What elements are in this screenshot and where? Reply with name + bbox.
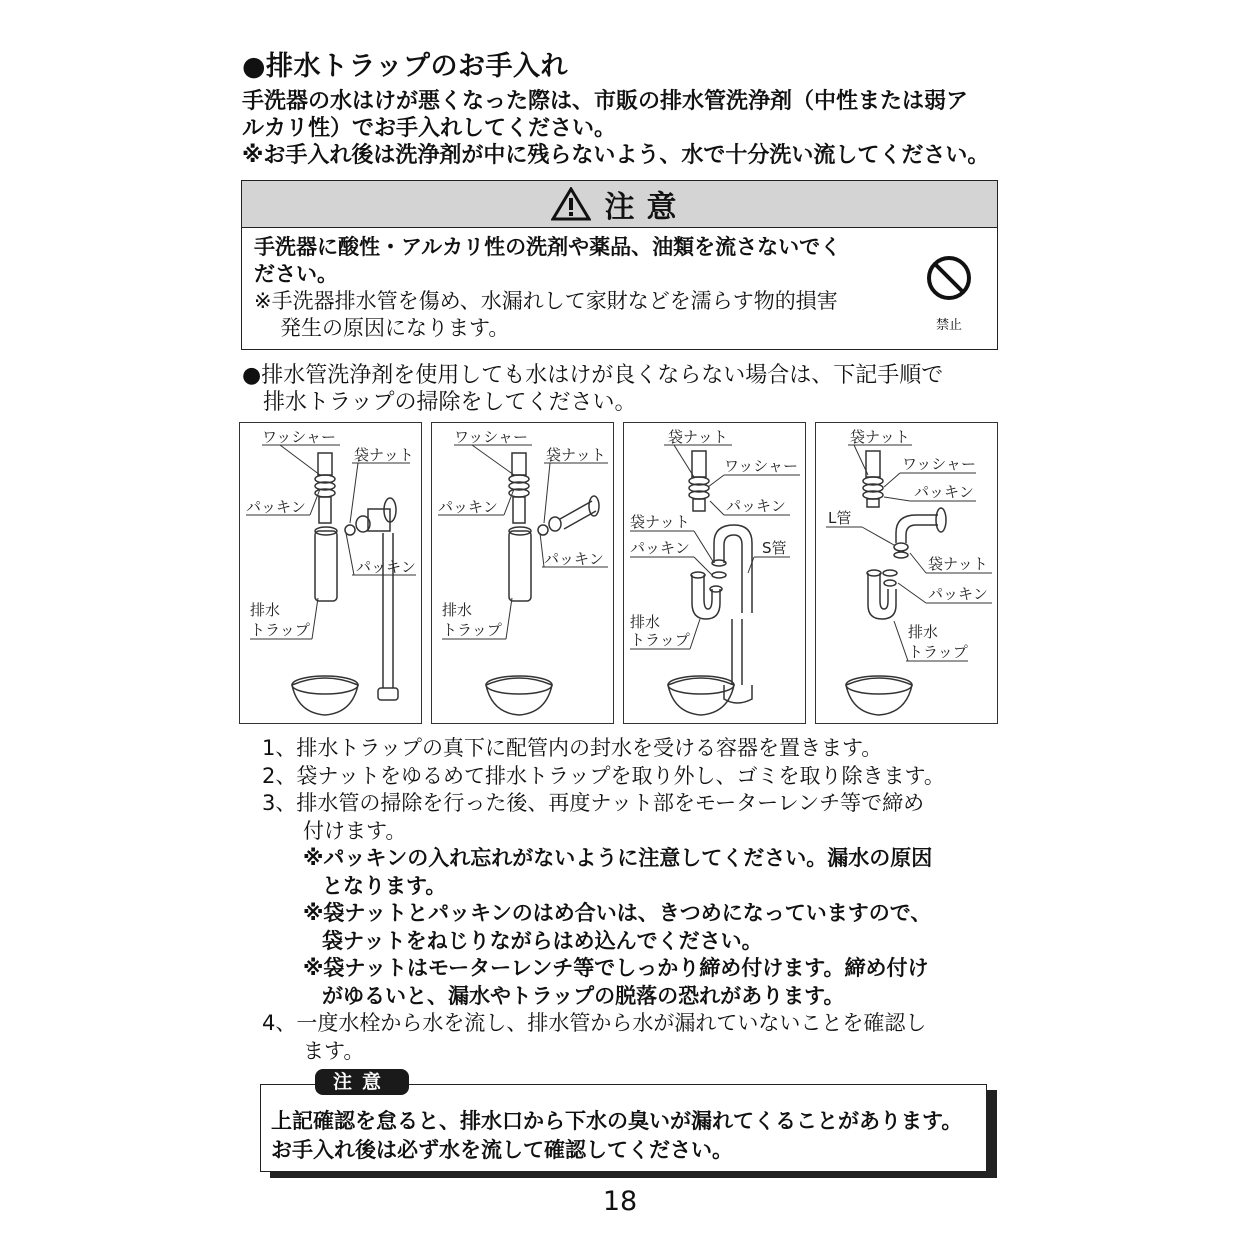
warning-triangle-icon — [551, 187, 591, 221]
step-note-2: ※袋ナットとパッキンのはめ合いは、きつめになっていますので、 — [303, 901, 932, 925]
caution-note-box — [260, 1071, 987, 1172]
packing-label: パッキン — [544, 550, 604, 568]
packing-label: パッキン — [438, 498, 498, 516]
nut-label: 袋ナット — [630, 513, 690, 531]
step-note-3: ※袋ナットはモーターレンチ等でしっかり締め付けます。締め付け — [303, 956, 929, 980]
caution-note-line: 上記確認を怠ると、排水口から下水の臭いが漏れてくることがあります。 — [271, 1109, 963, 1133]
caution-box — [241, 180, 998, 350]
caution-note-line: お手入れ後は必ず水を流して確認してください。 — [271, 1138, 733, 1162]
caution-heading: 注意 — [604, 190, 689, 225]
packing-label: パッキン — [726, 497, 786, 515]
caution-badge: 注意 — [315, 1069, 409, 1095]
s-pipe-label: S管 — [762, 539, 787, 557]
packing-label: パッキン — [246, 498, 306, 516]
bullet-line: ●排水管洗浄剤を使用しても水はけが良くならない場合は、下記手順で — [242, 363, 944, 388]
page-number: 18 — [602, 1186, 638, 1217]
nut-label: 袋ナット — [928, 555, 988, 573]
diagram-panel-4 — [815, 422, 998, 724]
prohibit-icon — [925, 254, 973, 302]
step-note-2-cont: 袋ナットをねじりながらはめ込んでください。 — [322, 928, 763, 953]
intro-note: ※お手入れ後は洗浄剤が中に残らないよう、水で十分洗い流してください。 — [242, 143, 990, 168]
intro-line: ルカリ性）でお手入れしてください。 — [242, 116, 617, 141]
trap-label: 排水 — [908, 623, 939, 641]
nut-label: 袋ナット — [546, 446, 606, 464]
trap-label: 排水 — [250, 601, 281, 619]
step-4-cont: ます。 — [303, 1038, 365, 1063]
nut-label: 袋ナット — [668, 428, 728, 446]
packing-label: パッキン — [630, 539, 690, 557]
washer-label: ワッシャー — [454, 428, 528, 446]
step-note-3-cont: がゆるいと、漏水やトラップの脱落の恐れがあります。 — [322, 983, 845, 1008]
caution-note-text — [271, 1107, 962, 1165]
diagram-panel-3 — [623, 422, 806, 724]
step-3-cont: 付けます。 — [303, 818, 407, 843]
trap-label: トラップ — [630, 631, 690, 649]
nut-label: 袋ナット — [850, 428, 910, 446]
caution-note: 発生の原因になります。 — [280, 316, 510, 340]
caution-note: ※手洗器排水管を傷め、水漏れして家財などを濡らす物的損害 — [254, 289, 838, 313]
packing-label: パッキン — [356, 558, 416, 576]
step-2: 2、袋ナットをゆるめて排水トラップを取り外し、ゴミを取り除きます。 — [262, 763, 945, 788]
trap-label: トラップ — [250, 621, 310, 639]
trap-label: トラップ — [442, 621, 502, 639]
washer-label: ワッシャー — [724, 457, 798, 475]
l-pipe-label: L管 — [828, 509, 852, 527]
caution-text: ださい。 — [254, 262, 338, 286]
packing-label: パッキン — [914, 483, 974, 501]
step-1: 1、排水トラップの真下に配管内の封水を受ける容器を置きます。 — [262, 736, 883, 760]
diagram-panel-2 — [431, 422, 614, 724]
step-4: 4、一度水栓から水を流し、排水管から水が漏れていないことを確認し — [262, 1011, 927, 1035]
trap-cleaning-intro — [242, 362, 1012, 416]
bullet-line: 排水トラップの掃除をしてください。 — [263, 390, 637, 415]
step-3: 3、排水管の掃除を行った後、再度ナット部をモーターレンチ等で締め — [262, 791, 925, 815]
section-title: ●排水トラップのお手入れ — [242, 51, 569, 82]
intro-line: 手洗器の水はけが悪くなった際は、市販の排水管洗浄剤（中性または弱ア — [242, 89, 969, 114]
nut-label: 袋ナット — [354, 446, 414, 464]
diagram-panel-1 — [239, 422, 422, 724]
caution-text: 手洗器に酸性・アルカリ性の洗剤や薬品、油類を流さないでく — [254, 235, 842, 259]
trap-label: 排水 — [630, 613, 661, 631]
step-note-1-cont: となります。 — [322, 873, 447, 898]
washer-label: ワッシャー — [902, 455, 976, 473]
packing-label: パッキン — [928, 585, 988, 603]
cleaning-steps — [262, 735, 1022, 1065]
intro-text — [242, 88, 1012, 169]
caution-header — [242, 181, 997, 228]
washer-label: ワッシャー — [262, 428, 336, 446]
prohibit-sign — [919, 254, 979, 339]
prohibit-label: 禁止 — [935, 318, 962, 333]
trap-label: 排水 — [442, 601, 473, 619]
trap-label: トラップ — [908, 643, 968, 661]
step-note-1: ※パッキンの入れ忘れがないように注意してください。漏水の原因 — [303, 846, 933, 870]
